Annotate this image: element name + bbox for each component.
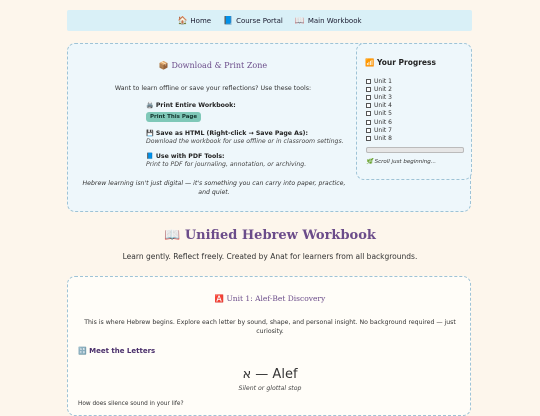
progress-unit-5[interactable]	[366, 110, 392, 118]
save-heading	[146, 129, 346, 137]
download-title-text: Download & Print Zone	[171, 61, 268, 70]
nav-portal-label: Course Portal	[236, 16, 283, 25]
progress-unit-list	[366, 77, 392, 143]
unit-checkbox[interactable]	[366, 128, 371, 133]
package-icon: 📦	[158, 61, 169, 70]
unit-label: Unit 1	[374, 77, 392, 85]
download-item-print	[146, 101, 346, 122]
progress-unit-3[interactable]	[366, 93, 392, 101]
unit-label: Unit 2	[374, 85, 392, 93]
reflection-question: How does silence sound in your life?	[78, 401, 184, 407]
unit-label: Unit 3	[374, 93, 392, 101]
progress-bar	[366, 147, 464, 153]
floppy-disk-icon: 💾	[146, 130, 154, 137]
pdf-heading-text: Use with PDF Tools:	[155, 153, 225, 160]
nav-home-link[interactable]	[177, 16, 211, 25]
download-print-zone	[67, 43, 471, 212]
unit-label: Unit 5	[374, 110, 392, 118]
book-icon: 📘	[223, 16, 234, 25]
page-title	[0, 228, 540, 243]
progress-title	[365, 58, 436, 67]
unit-label: Unit 4	[374, 102, 392, 110]
progress-title-text: Your Progress	[376, 58, 436, 67]
top-nav	[67, 10, 472, 31]
unit-1-description: This is where Hebrew begins. Explore each letter by sound, shape, and personal insight. No background required — just curiosity.	[84, 319, 456, 335]
progress-unit-8[interactable]	[366, 134, 392, 142]
unit-label: Unit 8	[374, 134, 392, 142]
nav-home-label: Home	[190, 16, 212, 25]
pdf-desc: Print to PDF for journaling, annotation, or archiving.	[146, 161, 307, 168]
progress-unit-7[interactable]	[366, 126, 392, 134]
unit-label: Unit 6	[374, 118, 392, 126]
unit-checkbox[interactable]	[366, 95, 371, 100]
unit-1-section	[67, 276, 471, 416]
progress-panel	[356, 43, 472, 180]
letter-a-icon: 🅰️	[214, 294, 225, 303]
herb-icon: 🌿	[366, 159, 373, 165]
unit-checkbox[interactable]	[366, 136, 371, 141]
unit-label: Unit 7	[374, 126, 392, 134]
progress-unit-6[interactable]	[366, 118, 392, 126]
unit-checkbox[interactable]	[366, 111, 371, 116]
nav-workbook-label: Main Workbook	[307, 16, 362, 25]
meet-letters-heading	[78, 347, 155, 355]
print-this-page-button[interactable]: Print This Page	[146, 112, 201, 122]
unit-checkbox[interactable]	[366, 120, 371, 125]
progress-unit-2[interactable]	[366, 85, 392, 93]
print-heading	[146, 101, 346, 109]
download-items	[146, 101, 346, 175]
open-book-icon: 📖	[294, 16, 305, 25]
save-heading-text: Save as HTML (Right-click → Save Page As):	[155, 130, 308, 137]
print-heading-text: Print Entire Workbook:	[155, 102, 236, 109]
open-book-icon: 📖	[164, 228, 181, 243]
nav-workbook-link[interactable]	[295, 16, 362, 25]
download-item-save	[146, 129, 346, 145]
letters-icon: 🔠	[78, 347, 87, 355]
progress-unit-4[interactable]	[366, 102, 392, 110]
page-title-text: Unified Hebrew Workbook	[184, 228, 376, 243]
home-icon: 🏠	[177, 16, 188, 25]
unit-checkbox[interactable]	[366, 79, 371, 84]
signal-bars-icon: 📶	[365, 58, 375, 67]
progress-note-text: Scroll just beginning...	[374, 159, 436, 165]
page-subtitle: Learn gently. Reflect freely. Created by Anat for learners from all backgrounds.	[122, 252, 418, 261]
printer-icon: 🖨️	[146, 102, 154, 109]
book-icon: 📘	[146, 153, 154, 160]
unit-1-title	[68, 294, 472, 303]
letter-alef-desc: Silent or glottal stop	[238, 385, 302, 392]
nav-portal-link[interactable]	[223, 16, 283, 25]
pdf-heading	[146, 152, 346, 160]
unit-1-title-text: Unit 1: Alef-Bet Discovery	[226, 294, 326, 303]
letter-alef: א — Alef	[242, 367, 298, 382]
save-desc: Download the workbook for use offline or in classroom settings.	[146, 138, 344, 145]
progress-unit-1[interactable]	[366, 77, 392, 85]
download-item-pdf	[146, 152, 346, 168]
meet-letters-text: Meet the Letters	[89, 347, 156, 355]
progress-note	[366, 159, 436, 165]
download-intro: Want to learn offline or save your reflections? Use these tools:	[114, 85, 312, 92]
download-footer: Hebrew learning isn't just digital — it's something you can carry into paper, practice, and quiet.	[82, 180, 346, 196]
unit-checkbox[interactable]	[366, 103, 371, 108]
unit-checkbox[interactable]	[366, 87, 371, 92]
download-title	[68, 61, 358, 70]
